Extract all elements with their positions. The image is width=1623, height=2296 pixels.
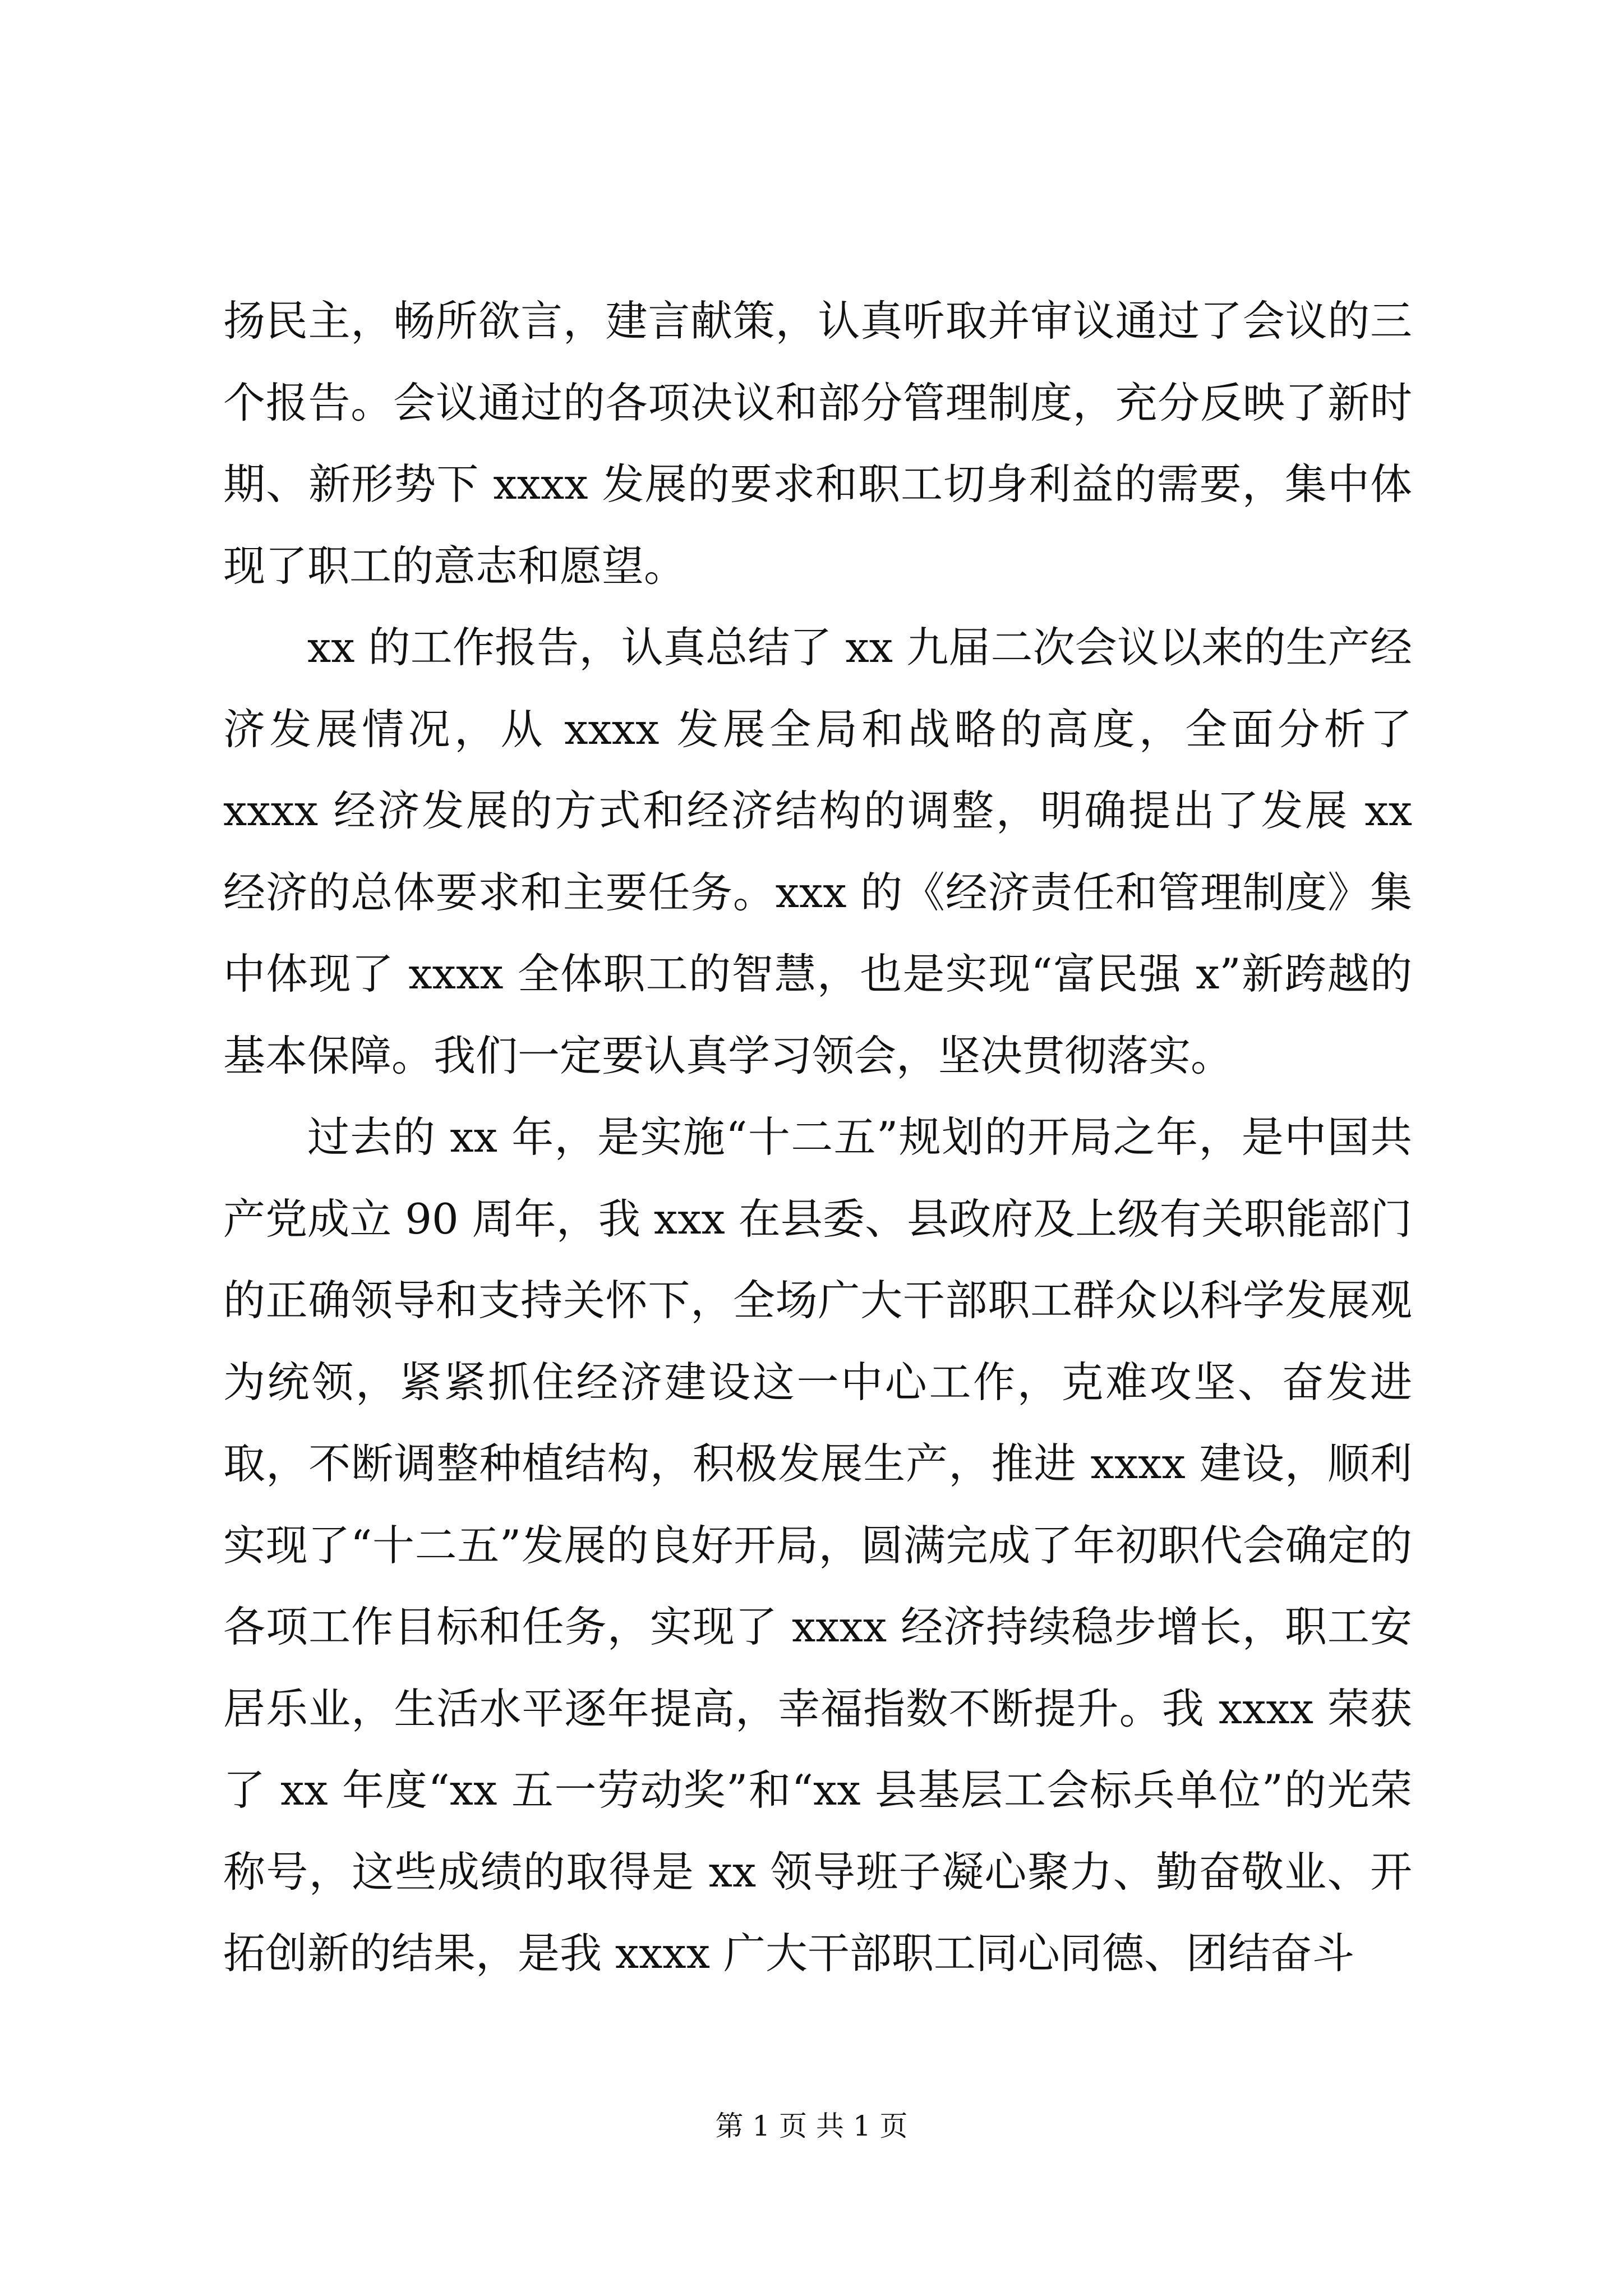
paragraph-1: 扬民主，畅所欲言，建言献策，认真听取并审议通过了会议的三个报告。会议通过的各项决议和部分管理制度，充分反映了新时期、新形势下 xxxx 发展的要求和职工切身利益的需要，集中体现了职工的意志和愿望。: [223, 296, 1412, 591]
paragraph-2: xx 的工作报告，认真总结了 xx 九届二次会议以来的生产经济发展情况，从 xxxx 发展全局和战略的高度，全面分析了 xxxx 经济发展的方式和经济结构的调整，明确提出了发展 xx 经济的总体要求和主要任务。xxx 的《经济责任和管理制度》集中体现了 xxxx 全体职工的智慧，也是实现“富民强 x”新跨越的基本保障。我们一定要认真学习领会，坚决贯彻落实。: [223, 623, 1412, 1080]
paragraph-3: 过去的 xx 年，是实施“十二五”规划的开局之年，是中国共产党成立 90 周年，我 xxx 在县委、县政府及上级有关职能部门的正确领导和支持关怀下，全场广大干部职工群众以科学发展观为统领，紧紧抓住经济建设这一中心工作，克难攻坚、奋发进取，不断调整种植结构，积极发展生产，推进 xxxx 建设，顺利实现了“十二五”发展的良好开局，圆满完成了年初职代会确定的各项工作目标和任务，实现了 xxxx 经济持续稳步增长，职工安居乐业，生活水平逐年提高，幸福指数不断提升。我 xxxx 荣获了 xx 年度“xx 五一劳动奖”和“xx 县基层工会标兵单位”的光荣称号，这些成绩的取得是 xx 领导班子凝心聚力、勤奋敬业、开拓创新的结果，是我 xxxx 广大干部职工同心同德、团结奋斗: [223, 1112, 1412, 1978]
page-footer: 第 1 页 共 1 页: [715, 2110, 908, 2142]
document-body: [223, 280, 1412, 1995]
